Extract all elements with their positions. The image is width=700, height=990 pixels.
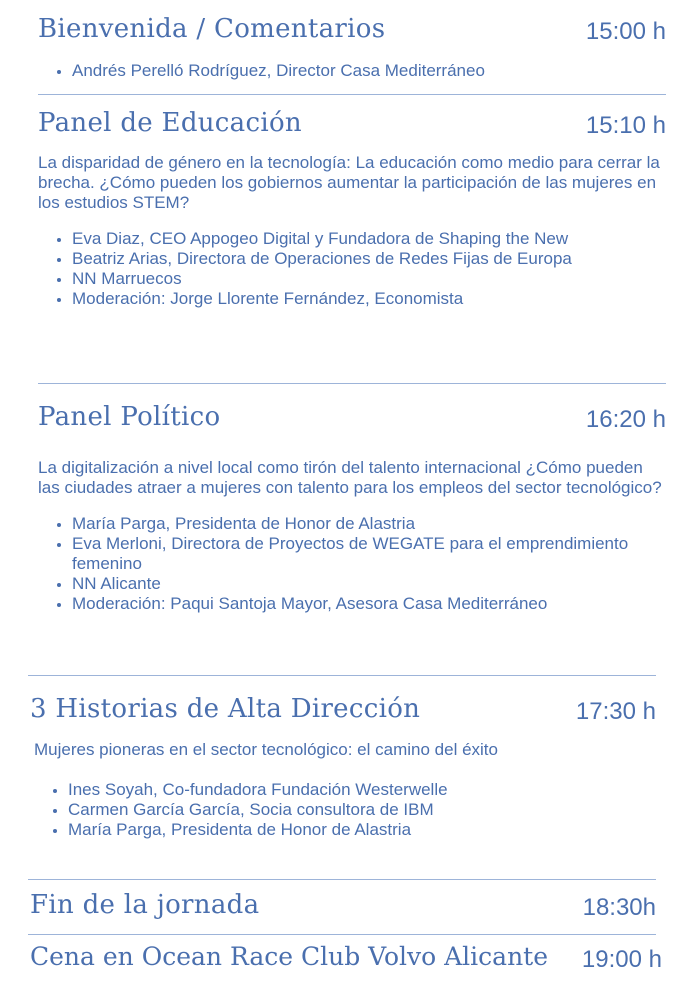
closing-time: 18:30h [582,894,656,921]
education-time: 15:10 h [585,112,666,139]
closing-title: Fin de la jornada [30,890,260,920]
welcome-time: 15:00 h [585,18,666,45]
list-item: • NN Alicante [72,574,666,594]
divider [38,383,666,384]
list-item: • Moderación: Paqui Santoja Mayor, Asesora Casa Mediterráneo [72,594,666,614]
welcome-title: Bienvenida / Comentarios [38,14,386,44]
dinner-time: 19:00 h [581,946,662,973]
welcome-speaker-list [38,61,666,81]
list-item: • Moderación: Jorge Llorente Fernández, Economista [72,289,666,309]
stories-time: 17:30 h [575,698,656,725]
list-item: • NN Marruecos [72,269,666,289]
section-politics [38,402,666,614]
section-dinner [30,942,662,982]
divider [28,934,656,935]
list-item: • Beatriz Arias, Directora de Operaciones de Redes Fijas de Europa [72,249,666,269]
divider [38,94,666,95]
stories-speaker-list [30,780,656,840]
list-item: • Ines Soyah, Co-fundadora Fundación Westerwelle [68,780,656,800]
education-title: Panel de Educación [38,108,302,138]
section-stories [30,694,656,840]
politics-description: La digitalización a nivel local como tirón del talento internacional ¿Cómo pueden las ciudades atraer a mujeres con talento para los empleos del sector tecnológico? [38,458,662,497]
list-item: • Andrés Perelló Rodríguez, Director Casa Mediterráneo [72,61,666,81]
education-description: La disparidad de género en la tecnología: La educación como medio para cerrar la brecha. ¿Cómo pueden los gobiernos aumentar la participación de las mujeres en los estudios STEM? [38,153,660,212]
politics-title: Panel Político [38,402,221,432]
list-item: • Carmen García García, Socia consultora de IBM [68,800,656,820]
list-item: • María Parga, Presidenta de Honor de Alastria [72,514,666,534]
stories-title: 3 Historias de Alta Dirección [30,694,421,724]
section-closing [30,890,656,930]
education-speaker-list [38,229,666,309]
politics-time: 16:20 h [585,406,666,433]
section-welcome [38,14,666,81]
politics-speaker-list [38,514,666,614]
list-item: • Eva Diaz, CEO Appogeo Digital y Fundadora de Shaping the New [72,229,666,249]
divider [28,675,656,676]
stories-description: Mujeres pioneras en el sector tecnológico: el camino del éxito [34,740,498,759]
divider [28,879,656,880]
list-item: • María Parga, Presidenta de Honor de Alastria [68,820,656,840]
list-item: • Eva Merloni, Directora de Proyectos de WEGATE para el emprendimiento femenino [72,534,666,574]
section-education [38,108,666,309]
dinner-title: Cena en Ocean Race Club Volvo Alicante [30,942,549,971]
